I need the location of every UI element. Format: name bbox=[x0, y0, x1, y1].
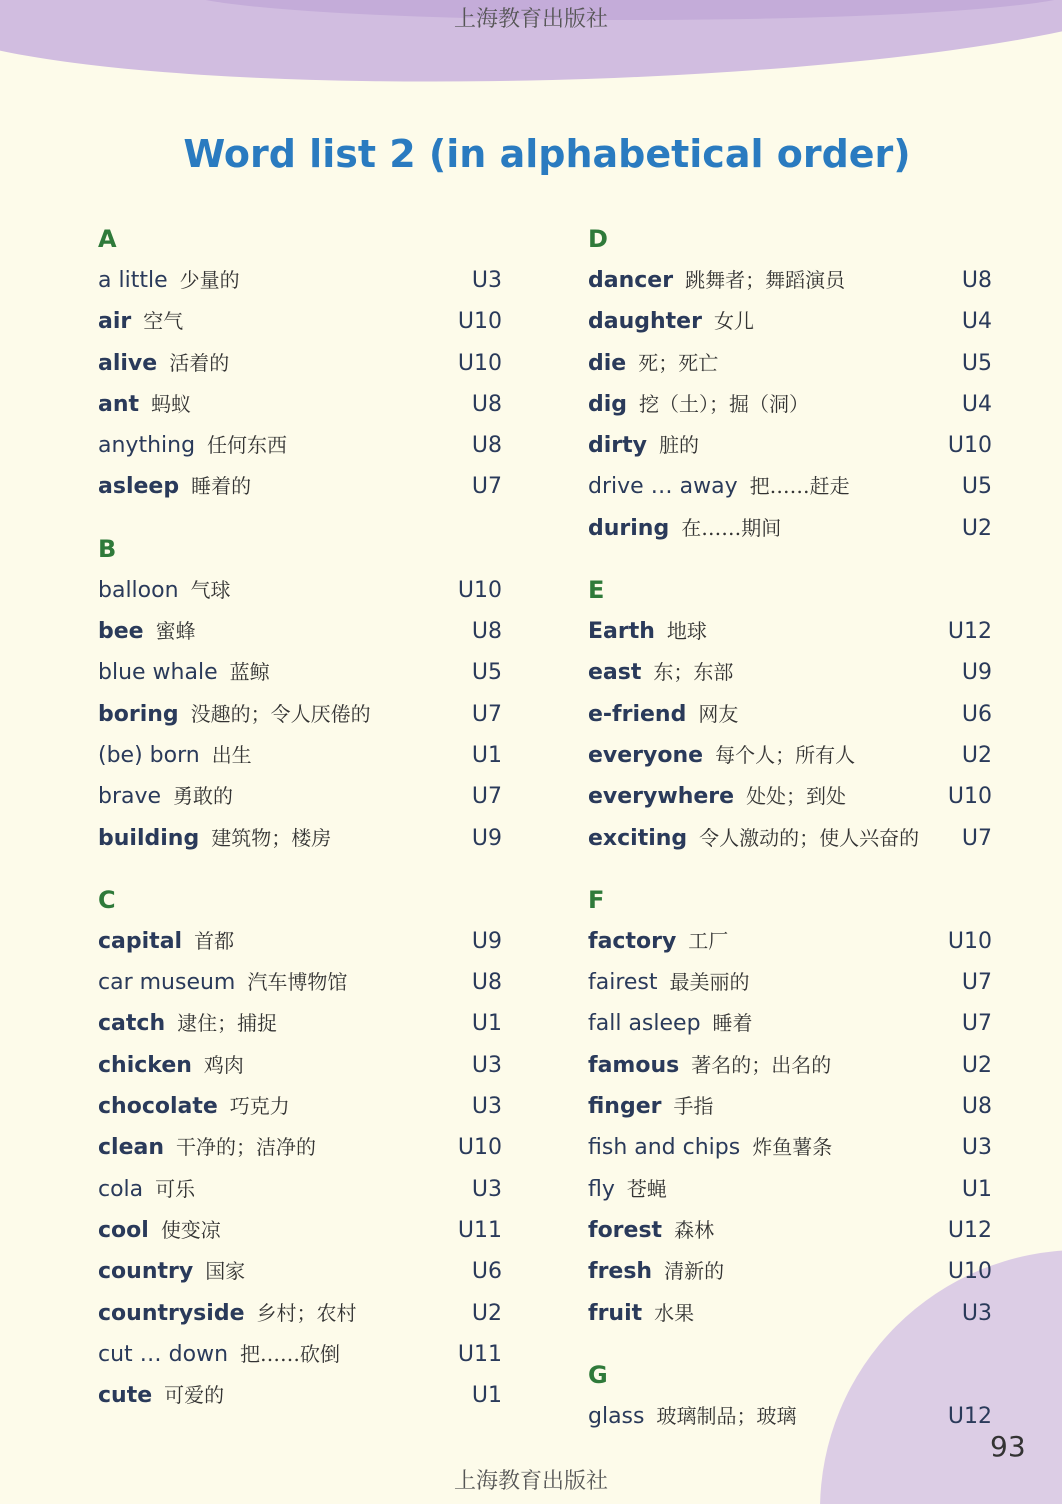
word-entry bbox=[588, 301, 992, 342]
chinese-meaning: 少量的 bbox=[179, 268, 240, 292]
english-word: fairest bbox=[588, 970, 658, 996]
word-column-right bbox=[588, 218, 992, 1437]
english-word: car museum bbox=[98, 970, 236, 996]
word-entry bbox=[98, 570, 502, 611]
word-entry bbox=[98, 1169, 502, 1210]
english-word: alive bbox=[98, 350, 158, 376]
word-entry bbox=[588, 1086, 992, 1127]
word-entry bbox=[98, 343, 502, 384]
word-entry bbox=[588, 260, 992, 301]
unit-label: U7 bbox=[471, 784, 502, 810]
section-letter: D bbox=[588, 225, 608, 253]
chinese-meaning: 水果 bbox=[654, 1300, 695, 1325]
chinese-meaning: 汽车博物馆 bbox=[247, 970, 348, 995]
unit-label: U2 bbox=[961, 1052, 992, 1078]
word-entry bbox=[588, 1251, 992, 1292]
unit-label: U2 bbox=[961, 742, 992, 768]
unit-label: U6 bbox=[471, 1259, 502, 1285]
word-entry bbox=[98, 1210, 502, 1251]
chinese-meaning: 地球 bbox=[666, 619, 707, 644]
word-entry bbox=[98, 1045, 502, 1086]
word-entry bbox=[588, 1210, 992, 1251]
word-entry bbox=[98, 384, 502, 425]
english-word: e-friend bbox=[588, 701, 687, 727]
word-entry bbox=[588, 425, 992, 466]
unit-label: U8 bbox=[471, 391, 502, 417]
chinese-meaning: 鸡肉 bbox=[203, 1052, 244, 1077]
unit-label: U1 bbox=[471, 742, 502, 768]
word-entry bbox=[588, 694, 992, 735]
unit-label: U3 bbox=[961, 1300, 992, 1326]
word-entry bbox=[98, 1003, 502, 1044]
english-word: east bbox=[588, 660, 642, 686]
chinese-meaning: 逮住；捕捉 bbox=[177, 1011, 278, 1036]
english-word: cut … down bbox=[98, 1341, 229, 1367]
page-number: 93 bbox=[990, 1430, 1026, 1463]
unit-label: U9 bbox=[961, 660, 992, 686]
chinese-meaning: 使变凉 bbox=[160, 1217, 221, 1242]
word-entry bbox=[588, 652, 992, 693]
unit-label: U3 bbox=[471, 268, 502, 293]
english-word: a little bbox=[98, 268, 168, 293]
word-entry bbox=[588, 466, 992, 507]
english-word: exciting bbox=[588, 825, 688, 851]
publisher-header: 上海教育出版社 bbox=[453, 7, 608, 32]
english-word: cute bbox=[98, 1383, 153, 1409]
english-word: dirty bbox=[588, 433, 647, 459]
english-word: asleep bbox=[98, 474, 180, 500]
chinese-meaning: 把……赶走 bbox=[749, 474, 850, 499]
word-entry bbox=[98, 776, 502, 817]
chinese-meaning: 玻璃制品；玻璃 bbox=[656, 1403, 797, 1428]
unit-label: U11 bbox=[457, 1217, 502, 1243]
chinese-meaning: 挖（土）；掘（洞） bbox=[639, 391, 810, 416]
chinese-meaning: 任何东西 bbox=[207, 433, 288, 458]
section-f bbox=[588, 879, 992, 1334]
chinese-meaning: 炸鱼薯条 bbox=[752, 1135, 833, 1160]
unit-label: U12 bbox=[947, 619, 992, 645]
english-word: catch bbox=[98, 1011, 166, 1037]
word-entry bbox=[98, 466, 502, 507]
chinese-meaning: 气球 bbox=[190, 577, 231, 602]
chinese-meaning: 蚂蚁 bbox=[151, 391, 192, 416]
chinese-meaning: 令人激动的；使人兴奋的 bbox=[699, 825, 920, 850]
chinese-meaning: 手指 bbox=[673, 1094, 714, 1119]
chinese-meaning: 死；死亡 bbox=[638, 350, 719, 375]
section-e bbox=[588, 569, 992, 859]
unit-label: U11 bbox=[457, 1341, 502, 1367]
chinese-meaning: 著名的；出名的 bbox=[691, 1052, 832, 1077]
chinese-meaning: 巧克力 bbox=[229, 1094, 290, 1119]
section-d bbox=[588, 218, 992, 549]
chinese-meaning: 处处；到处 bbox=[746, 784, 847, 809]
section-a bbox=[98, 218, 502, 508]
word-entry bbox=[98, 260, 502, 301]
unit-label: U10 bbox=[457, 1135, 502, 1161]
unit-label: U10 bbox=[457, 350, 502, 376]
english-word: forest bbox=[588, 1217, 663, 1243]
chinese-meaning: 女儿 bbox=[713, 309, 754, 334]
english-word: balloon bbox=[98, 577, 179, 603]
word-entry bbox=[588, 921, 992, 962]
section-letter: B bbox=[98, 534, 117, 563]
english-word: finger bbox=[588, 1094, 662, 1120]
word-entry bbox=[98, 1334, 502, 1375]
word-entry bbox=[98, 425, 502, 466]
unit-label: U7 bbox=[471, 474, 502, 500]
english-word: bee bbox=[98, 619, 144, 645]
english-word: (be) born bbox=[98, 742, 200, 768]
english-word: die bbox=[588, 350, 627, 376]
english-word: fall asleep bbox=[588, 1011, 701, 1037]
chinese-meaning: 出生 bbox=[211, 742, 252, 767]
chinese-meaning: 每个人；所有人 bbox=[715, 742, 856, 767]
english-word: clean bbox=[98, 1135, 165, 1161]
section-g bbox=[588, 1354, 992, 1437]
unit-label: U5 bbox=[961, 350, 992, 376]
english-word: cool bbox=[98, 1217, 149, 1243]
english-word: glass bbox=[588, 1403, 645, 1429]
word-entry bbox=[588, 962, 992, 1003]
word-entry bbox=[588, 1127, 992, 1168]
english-word: drive … away bbox=[588, 474, 738, 500]
word-entry bbox=[588, 776, 992, 817]
unit-label: U6 bbox=[961, 701, 992, 727]
word-entry bbox=[588, 343, 992, 384]
unit-label: U10 bbox=[947, 433, 992, 459]
word-entry bbox=[98, 301, 502, 342]
unit-label: U3 bbox=[471, 1176, 502, 1202]
english-word: dig bbox=[588, 391, 628, 417]
word-entry bbox=[588, 818, 992, 859]
chinese-meaning: 把……砍倒 bbox=[240, 1341, 341, 1366]
word-entry bbox=[98, 735, 502, 776]
unit-label: U8 bbox=[471, 619, 502, 645]
word-entry bbox=[98, 1251, 502, 1292]
unit-label: U1 bbox=[471, 1011, 502, 1037]
unit-label: U10 bbox=[947, 784, 992, 810]
unit-label: U9 bbox=[471, 825, 502, 851]
section-letter: C bbox=[98, 885, 116, 914]
unit-label: U10 bbox=[947, 1259, 992, 1285]
unit-label: U3 bbox=[961, 1135, 992, 1161]
chinese-meaning: 东；东部 bbox=[653, 660, 734, 685]
word-entry bbox=[98, 611, 502, 652]
word-entry bbox=[98, 818, 502, 859]
word-entry bbox=[588, 1003, 992, 1044]
chinese-meaning: 首都 bbox=[194, 928, 235, 953]
chinese-meaning: 苍蝇 bbox=[626, 1176, 667, 1201]
english-word: Earth bbox=[588, 619, 655, 645]
chinese-meaning: 睡着的 bbox=[191, 474, 252, 499]
word-entry bbox=[588, 735, 992, 776]
chinese-meaning: 建筑物；楼房 bbox=[211, 825, 332, 850]
english-word: everyone bbox=[588, 742, 704, 768]
english-word: fly bbox=[588, 1176, 615, 1202]
chinese-meaning: 乡村；农村 bbox=[256, 1300, 357, 1325]
unit-label: U10 bbox=[457, 577, 502, 603]
chinese-meaning: 没趣的；令人厌倦的 bbox=[190, 701, 371, 726]
unit-label: U1 bbox=[471, 1383, 502, 1409]
word-entry bbox=[588, 1169, 992, 1210]
unit-label: U8 bbox=[961, 1094, 992, 1120]
section-b bbox=[98, 528, 502, 859]
chinese-meaning: 脏的 bbox=[659, 433, 699, 458]
chinese-meaning: 勇敢的 bbox=[173, 784, 234, 809]
unit-label: U8 bbox=[471, 433, 502, 459]
english-word: country bbox=[98, 1259, 194, 1285]
english-word: capital bbox=[98, 928, 183, 954]
english-word: chocolate bbox=[98, 1094, 218, 1120]
unit-label: U8 bbox=[961, 268, 992, 293]
word-entry bbox=[588, 1396, 992, 1437]
chinese-meaning: 干净的；洁净的 bbox=[176, 1135, 317, 1160]
chinese-meaning: 最美丽的 bbox=[669, 970, 750, 995]
word-entry bbox=[588, 1293, 992, 1334]
unit-label: U3 bbox=[471, 1052, 502, 1078]
word-entry bbox=[588, 384, 992, 425]
chinese-meaning: 睡着 bbox=[712, 1011, 753, 1036]
word-entry bbox=[98, 962, 502, 1003]
unit-label: U2 bbox=[961, 515, 992, 541]
english-word: cola bbox=[98, 1176, 144, 1202]
chinese-meaning: 跳舞者；舞蹈演员 bbox=[685, 268, 846, 292]
chinese-meaning: 工厂 bbox=[688, 928, 729, 953]
unit-label: U5 bbox=[471, 660, 502, 686]
unit-label: U7 bbox=[961, 970, 992, 996]
unit-label: U7 bbox=[471, 701, 502, 727]
unit-label: U12 bbox=[947, 1217, 992, 1243]
english-word: fish and chips bbox=[588, 1135, 741, 1161]
chinese-meaning: 森林 bbox=[674, 1217, 715, 1242]
chinese-meaning: 可乐 bbox=[155, 1176, 196, 1201]
word-entry bbox=[98, 652, 502, 693]
chinese-meaning: 蜜蜂 bbox=[155, 619, 196, 644]
unit-label: U7 bbox=[961, 1011, 992, 1037]
english-word: everywhere bbox=[588, 784, 735, 810]
english-word: fresh bbox=[588, 1259, 653, 1285]
english-word: dancer bbox=[588, 268, 674, 293]
chinese-meaning: 空气 bbox=[143, 309, 184, 334]
section-letter: G bbox=[588, 1360, 608, 1389]
chinese-meaning: 在……期间 bbox=[681, 515, 782, 540]
chinese-meaning: 清新的 bbox=[664, 1259, 725, 1284]
english-word: fruit bbox=[588, 1300, 643, 1326]
english-word: brave bbox=[98, 784, 162, 810]
chinese-meaning: 可爱的 bbox=[164, 1383, 225, 1408]
english-word: anything bbox=[98, 433, 196, 459]
word-entry bbox=[98, 921, 502, 962]
unit-label: U3 bbox=[471, 1094, 502, 1120]
unit-label: U12 bbox=[947, 1403, 992, 1429]
unit-label: U4 bbox=[961, 391, 992, 417]
chinese-meaning: 网友 bbox=[698, 701, 739, 726]
english-word: blue whale bbox=[98, 660, 218, 686]
english-word: building bbox=[98, 825, 200, 851]
english-word: ant bbox=[98, 391, 140, 417]
page-title: Word list 2 (in alphabetical order) bbox=[183, 132, 911, 176]
word-entry bbox=[588, 508, 992, 549]
english-word: air bbox=[98, 309, 132, 335]
word-entry bbox=[98, 1293, 502, 1334]
english-word: boring bbox=[98, 701, 179, 727]
unit-label: U7 bbox=[961, 825, 992, 851]
english-word: chicken bbox=[98, 1052, 192, 1078]
unit-label: U5 bbox=[961, 474, 992, 500]
unit-label: U1 bbox=[961, 1176, 992, 1202]
english-word: countryside bbox=[98, 1300, 245, 1326]
english-word: daughter bbox=[588, 309, 702, 335]
unit-label: U8 bbox=[471, 970, 502, 996]
english-word: factory bbox=[588, 928, 677, 954]
unit-label: U2 bbox=[471, 1300, 502, 1326]
unit-label: U10 bbox=[947, 928, 992, 954]
chinese-meaning: 国家 bbox=[205, 1259, 246, 1284]
english-word: during bbox=[588, 515, 670, 541]
word-entry bbox=[98, 694, 502, 735]
section-letter: F bbox=[588, 885, 605, 914]
section-letter: E bbox=[588, 576, 605, 605]
unit-label: U4 bbox=[961, 309, 992, 335]
word-entry bbox=[98, 1127, 502, 1168]
word-entry bbox=[588, 1045, 992, 1086]
chinese-meaning: 蓝鲸 bbox=[229, 660, 270, 685]
word-entry bbox=[98, 1375, 502, 1416]
english-word: famous bbox=[588, 1052, 680, 1078]
section-c bbox=[98, 879, 502, 1417]
word-column-left bbox=[98, 218, 502, 1416]
section-letter: A bbox=[98, 225, 117, 253]
publisher-footer: 上海教育出版社 bbox=[453, 1469, 608, 1494]
unit-label: U10 bbox=[457, 309, 502, 335]
unit-label: U9 bbox=[471, 928, 502, 954]
word-entry bbox=[98, 1086, 502, 1127]
chinese-meaning: 活着的 bbox=[169, 350, 230, 375]
word-entry bbox=[588, 611, 992, 652]
